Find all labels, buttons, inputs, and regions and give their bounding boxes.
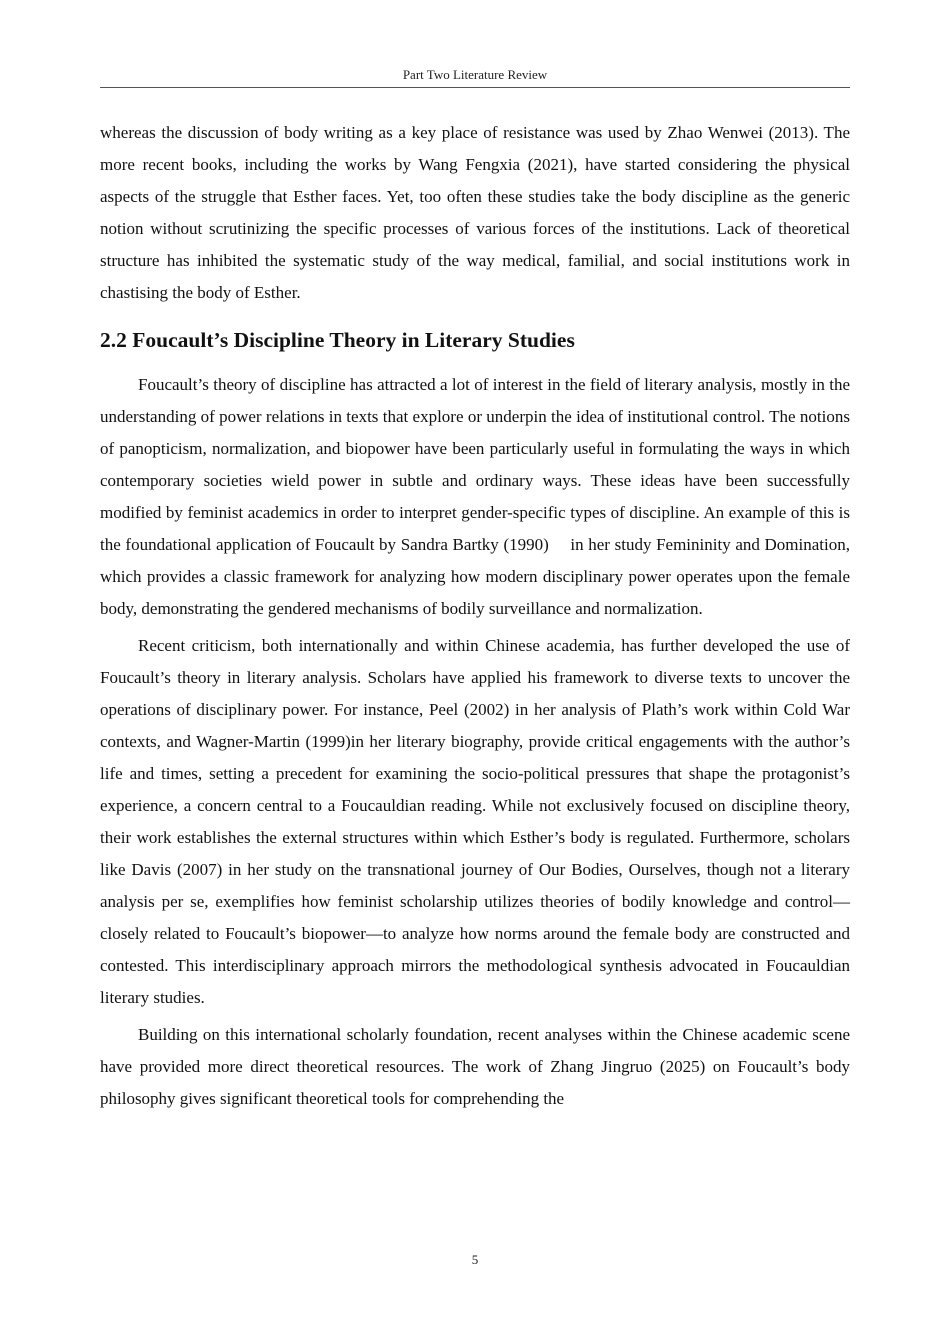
page-number: 5 — [471, 1252, 479, 1267]
running-header: Part Two Literature Review — [402, 67, 548, 82]
page-body — [100, 117, 850, 1115]
section-heading: 2.2 Foucault’s Discipline Theory in Literary Studies — [100, 328, 575, 352]
paragraph-recent-criticism: Recent criticism, both internationally and within Chinese academia, has further developed the use of Foucault’s theory in literary analysis. Scholars have applied his framework to diverse texts to uncover the operations of disciplinary power. For instance, Peel (2002) in her analysis of Plath’s work within Cold War contexts, and Wagner-Martin (1999)in her literary biography, provide critical engagements with the author’s life and times, setting a precedent for examining the socio-political pressures that shape the protagonist’s experience, a concern central to a Foucauldian reading. While not exclusively focused on discipline theory, their work establishes the external structures within which Esther’s body is regulated. Furthermore, scholars like Davis (2007) in her study on the transnational journey of Our Bodies, Ourselves, though not a literary analysis per se, exemplifies how feminist scholarship utilizes theories of bodily knowledge and control—closely related to Foucault’s biopower—to analyze how norms around the female body are constructed and contested. This interdisciplinary approach mirrors the methodological synthesis advocated in Foucauldian literary studies. — [100, 636, 850, 1007]
paragraph-chinese-scholarship: Building on this international scholarly foundation, recent analyses within the Chinese academic scene have provided more direct theoretical resources. The work of Zhang Jingruo (2025) on Foucault’s body philosophy gives significant theoretical tools for comprehending the — [100, 1025, 850, 1108]
paragraph-continuation: whereas the discussion of body writing as a key place of resistance was used by Zhao Wenwei (2013). The more recent books, including the works by Wang Fengxia (2021), have started considering the physical aspects of the struggle that Esther faces. Yet, too often these studies take the body discipline as the generic notion without scrutinizing the specific processes of various forces of the institutions. Lack of theoretical structure has inhibited the systematic study of the way medical, familial, and social institutions work in chastising the body of Esther. — [100, 123, 850, 302]
paragraph-foucault-discipline: Foucault’s theory of discipline has attracted a lot of interest in the field of literary analysis, mostly in the understanding of power relations in texts that explore or underpin the idea of institutional control. The notions of panopticism, normalization, and biopower have been particularly useful in formulating the ways in which contemporary societies wield power in subtle and ordinary ways. These ideas have been successfully modified by feminist academics in order to interpret gender-specific types of discipline. An example of this is the foundational application of Foucault by Sandra Bartky (1990) in her study Femininity and Domination, which provides a classic framework for analyzing how modern disciplinary power operates upon the female body, demonstrating the gendered mechanisms of bodily surveillance and normalization. — [100, 375, 850, 618]
header-divider — [100, 87, 850, 88]
